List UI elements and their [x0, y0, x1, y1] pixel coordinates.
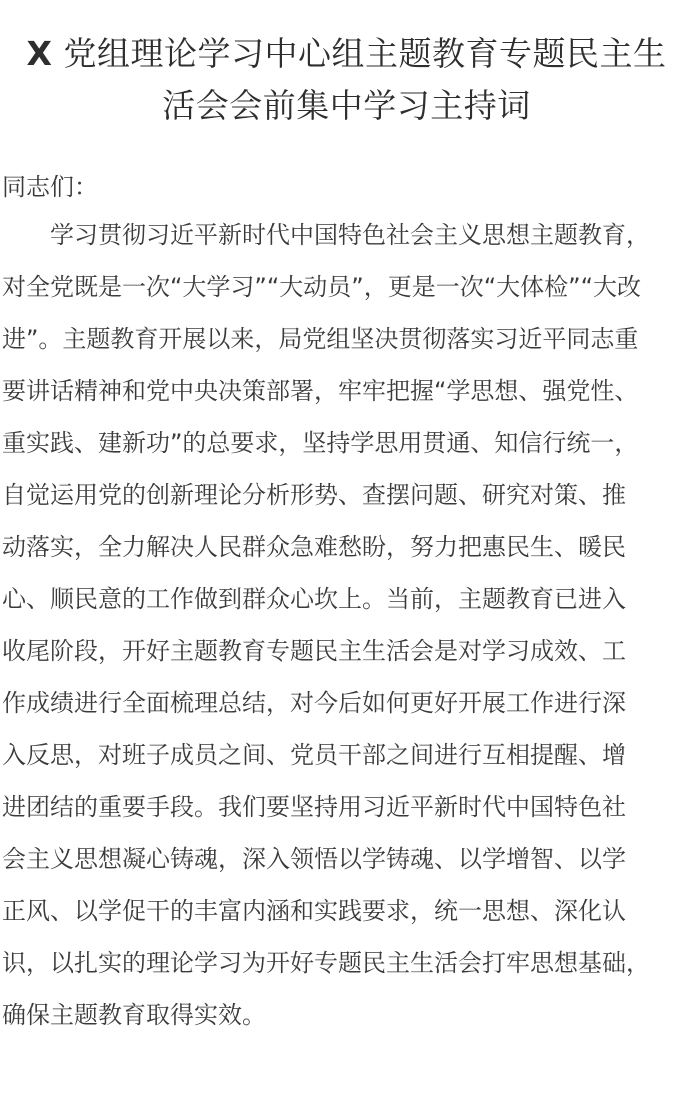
body-line: 作成绩进行全面梳理总结，对今后如何更好开展工作进行深	[2, 689, 626, 717]
body-line: 学习贯彻习近平新时代中国特色社会主义思想主题教育，	[2, 221, 650, 249]
title-line-1-text: 党组理论学习中心组主题教育专题民主生	[52, 34, 667, 73]
title-prefix: X	[26, 34, 53, 73]
body-line: 重实践、建新功”的总要求，坚持学思用贯通、知信行统一，	[2, 429, 639, 457]
title-line-2: 活会会前集中学习主持词	[162, 86, 531, 125]
salutation: 同志们：	[2, 173, 98, 201]
body-line: 进”。主题教育开展以来，局党组坚决贯彻落实习近平同志重	[2, 325, 639, 353]
body-line: 确保主题教育取得实效。	[2, 1001, 266, 1029]
body-line: 对全党既是一次“大学习”“大动员”，更是一次“大体检”“大改	[2, 273, 642, 301]
body-line: 收尾阶段，开好主题教育专题民主生活会是对学习成效、工	[2, 637, 626, 665]
title-line-1	[27, 34, 667, 73]
body-line: 识，以扎实的理论学习为开好专题民主生活会打牢思想基础，	[2, 949, 650, 977]
body-line: 入反思，对班子成员之间、党员干部之间进行互相提醒、增	[2, 741, 626, 769]
body-line: 进团结的重要手段。我们要坚持用习近平新时代中国特色社	[2, 793, 626, 821]
body-line: 自觉运用党的创新理论分析形势、查摆问题、研究对策、推	[2, 481, 626, 509]
body-line: 动落实，全力解决人民群众急难愁盼，努力把惠民生、暖民	[2, 533, 626, 561]
document-title	[0, 28, 693, 132]
body-line: 要讲话精神和党中央决策部署，牢牢把握“学思想、强党性、	[2, 377, 639, 405]
body-line: 会主义思想凝心铸魂，深入领悟以学铸魂、以学增智、以学	[2, 845, 626, 873]
body-line: 心、顺民意的工作做到群众心坎上。当前，主题教育已进入	[2, 585, 626, 613]
body-line: 正风、以学促干的丰富内涵和实践要求，统一思想、深化认	[2, 897, 626, 925]
